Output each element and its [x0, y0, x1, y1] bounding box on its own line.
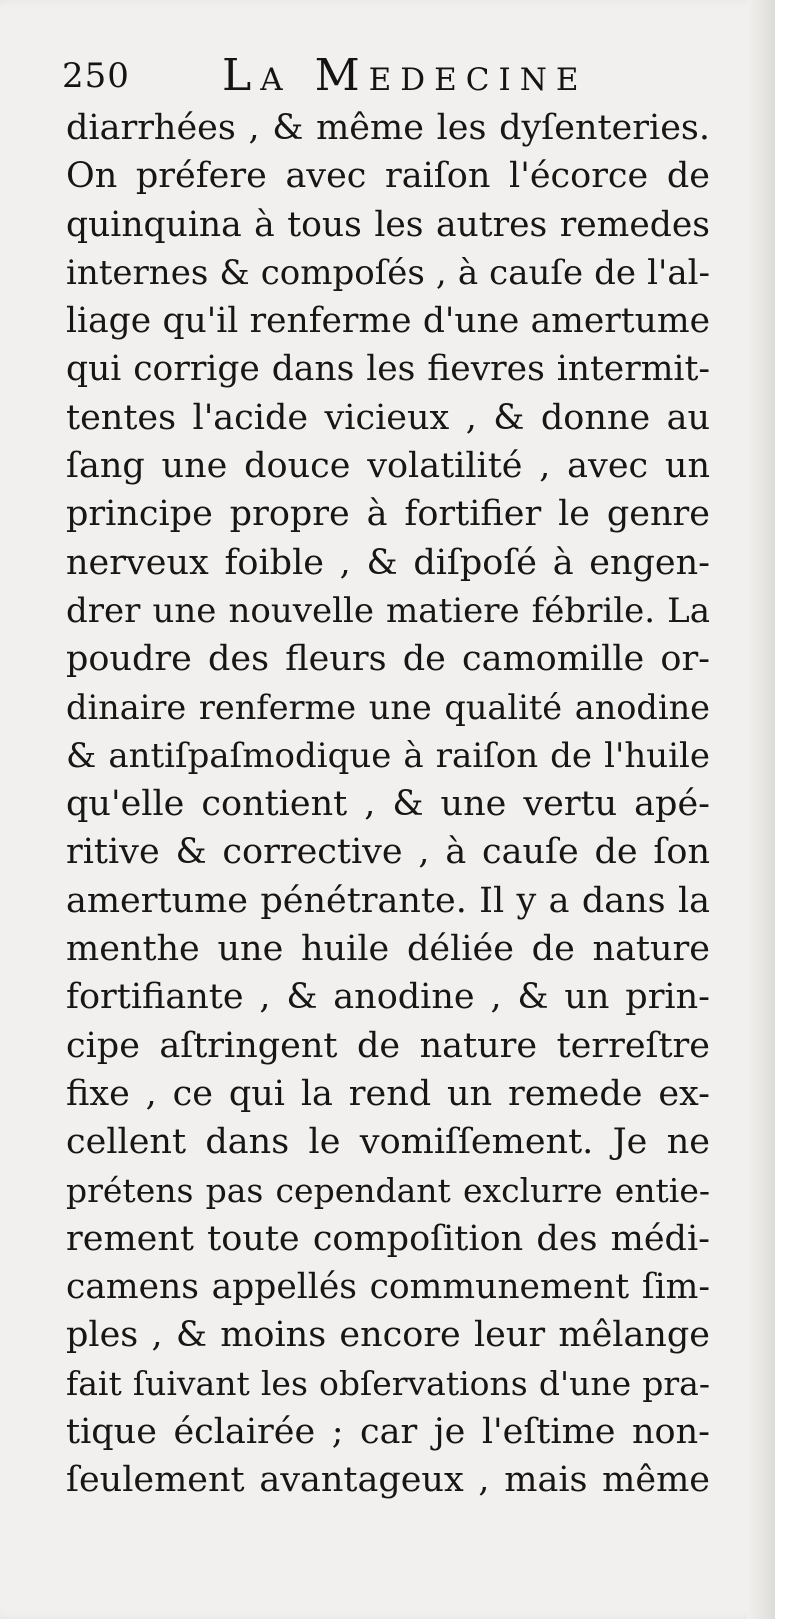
text-line: poudre des fleurs de camomille or- — [66, 639, 710, 680]
text-line: fortifiante , & anodine , & un prin- — [66, 977, 710, 1018]
text-line: dinaire renferme une qualité anodine — [66, 687, 710, 727]
text-line: nerveux foible , & diſpoſé à engen- — [66, 542, 710, 583]
text-line: ſeulement avantageux , mais même — [66, 1460, 710, 1501]
text-line: On préfere avec raiſon l'écorce de — [66, 156, 710, 197]
body-text — [66, 104, 710, 1505]
text-line: rement toute compoſition des médi- — [66, 1218, 710, 1259]
text-line: principe propre à fortifier le genre — [66, 494, 710, 535]
text-line: tique éclairée ; car je l'eſtime non- — [66, 1412, 710, 1453]
page-number: 250 — [62, 56, 130, 96]
text-line: menthe une huile déliée de nature — [66, 929, 710, 970]
text-line: & antiſpaſmodique à raiſon de l'huile — [66, 735, 710, 776]
text-line: qui corrige dans les fievres intermit- — [66, 349, 710, 390]
text-line: quinquina à tous les autres remedes — [66, 204, 710, 245]
page-edge-shadow — [747, 0, 775, 1619]
text-line: internes & compoſés , à cauſe de l'al- — [66, 252, 710, 293]
text-line: ritive & corrective , à cauſe de ſon — [66, 832, 710, 873]
text-line: liage qu'il renferme d'une amertume — [66, 301, 710, 342]
text-line: cipe aſtringent de nature terreſtre — [66, 1025, 710, 1066]
running-head — [62, 50, 722, 104]
text-line: cellent dans le vomiſſement. Je ne — [66, 1122, 710, 1163]
text-line: fait ſuivant les obſervations d'une pra- — [66, 1363, 710, 1403]
text-line: fixe , ce qui la rend un remede ex- — [66, 1073, 710, 1114]
running-title: La Medecine — [222, 50, 588, 101]
text-line: tentes l'acide vicieux , & donne au — [66, 397, 710, 438]
text-line: camens appellés communement ſim- — [66, 1267, 710, 1308]
text-line: diarrhées , & même les dyſenteries. — [66, 108, 710, 148]
text-line: ſang une douce volatilité , avec un — [66, 446, 710, 487]
text-line: ples , & moins encore leur mêlange — [66, 1315, 710, 1356]
text-line: qu'elle contient , & une vertu apé- — [66, 784, 710, 825]
text-line: drer une nouvelle matiere fébrile. La — [66, 590, 710, 631]
text-line: amertume pénétrante. Il y a dans la — [66, 880, 710, 921]
text-line: prétens pas cependant exclurre entie- — [66, 1170, 710, 1210]
